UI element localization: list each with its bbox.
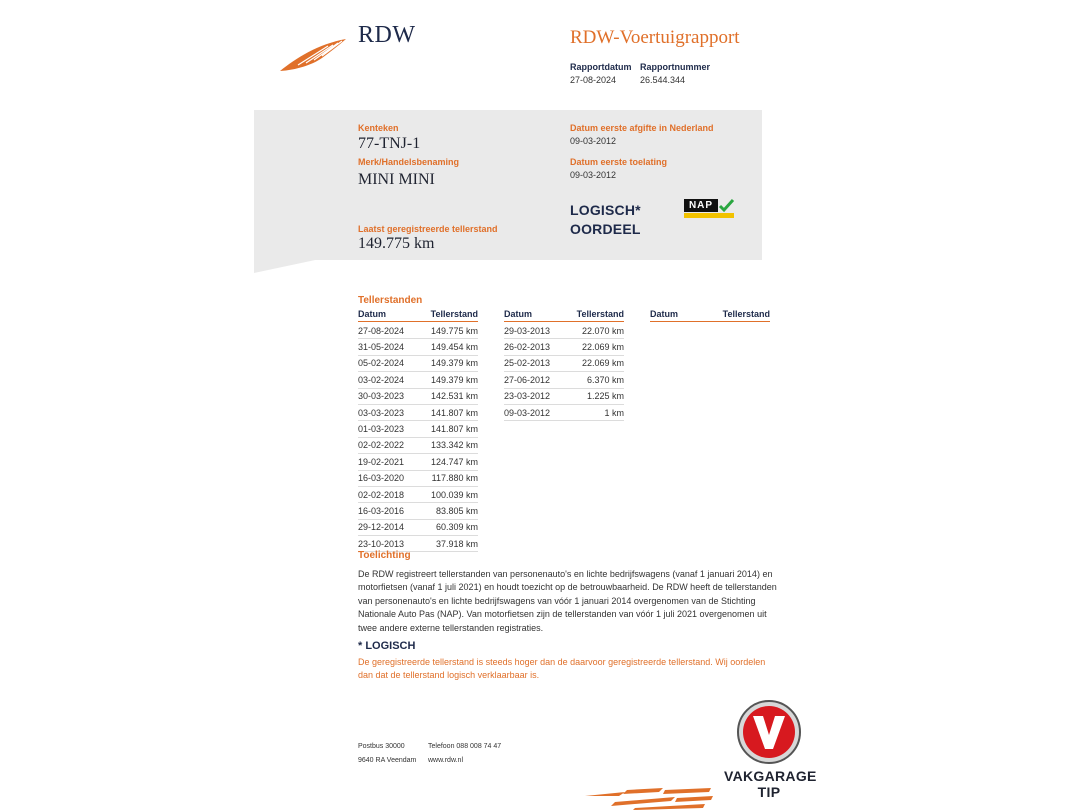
table-row xyxy=(504,323,624,339)
table-row xyxy=(358,356,478,372)
vakgarage-tip: TIP xyxy=(757,784,781,800)
col-date-header: Datum xyxy=(358,309,387,319)
table2-header xyxy=(504,309,624,322)
table-row xyxy=(358,339,478,355)
explanation-body: De RDW registreert tellerstanden van personenauto's en lichte bedrijfswagens (vanaf 1 januari 2014) en motorfietsen (vanaf 1 juli 2021) en houdt toezicht op de betrouwbaarheid. De RDW heeft de tellerstanden van personenauto's en lichte bedrijfswagens van vóór 1 januari 2014 overgenomen van de Stichting Nationale Auto Pas (NAP). Van motorfietsen zijn de tellerstanden van vóór 1 juli 2021 overgenomen uit twee andere externe tellerstanden registraties. xyxy=(358,569,777,633)
table-row xyxy=(358,372,478,388)
brand-name: RDW xyxy=(358,22,416,48)
explanation-title: Toelichting xyxy=(358,550,411,561)
row-reading: 149.775 km xyxy=(430,325,478,336)
row-reading: 149.379 km xyxy=(430,374,478,385)
row-reading: 124.747 km xyxy=(430,456,478,467)
row-reading: 149.379 km xyxy=(430,358,478,369)
table-row xyxy=(358,438,478,454)
odo-label: Laatst geregistreerde tellerstand xyxy=(358,224,498,234)
col-reading-header: Tellerstand xyxy=(430,309,478,319)
row-reading: 6.370 km xyxy=(586,374,624,385)
row-date: 16-03-2020 xyxy=(358,473,405,484)
row-date: 29-12-2014 xyxy=(358,522,405,533)
table3-header xyxy=(650,309,770,322)
footer-address xyxy=(358,740,416,768)
first-admit-label: Datum eerste toelating xyxy=(570,157,668,167)
row-date: 16-03-2016 xyxy=(358,505,405,516)
row-reading: 117.880 km xyxy=(431,473,478,484)
check-icon xyxy=(718,198,734,213)
row-reading: 142.531 km xyxy=(430,391,478,402)
footer-phone: Telefoon 088 008 74 47 xyxy=(428,743,502,750)
footer-stripes-decoration xyxy=(585,788,715,810)
report-number-label: Rapportnummer xyxy=(640,62,711,72)
first-nl-value: 09-03-2012 xyxy=(570,136,617,146)
odometer-title: Tellerstanden xyxy=(358,295,423,306)
row-date: 23-10-2013 xyxy=(358,538,405,549)
table-row xyxy=(504,356,624,372)
row-reading: 1 km xyxy=(604,407,624,418)
col-reading-header: Tellerstand xyxy=(576,309,624,319)
row-date: 26-02-2013 xyxy=(504,342,551,353)
make-label: Merk/Handelsbenaming xyxy=(358,157,460,167)
footer-city: 9640 RA Veendam xyxy=(358,757,417,764)
row-reading: 22.069 km xyxy=(581,342,624,353)
table-row xyxy=(358,487,478,503)
plate-value: 77-TNJ-1 xyxy=(358,135,421,152)
row-date: 31-05-2024 xyxy=(358,342,405,353)
report-title: RDW-Voertuigrapport xyxy=(570,27,740,48)
report-date-label: Rapportdatum xyxy=(570,62,632,72)
first-admit-value: 09-03-2012 xyxy=(570,170,617,180)
report-number-value: 26.544.344 xyxy=(640,75,686,85)
rdw-feather-logo xyxy=(278,36,350,74)
row-date: 27-08-2024 xyxy=(358,325,405,336)
col-reading-header: Tellerstand xyxy=(722,309,770,319)
odo-value: 149.775 km xyxy=(358,235,435,252)
verdict-line2: OORDEEL xyxy=(570,221,641,237)
table1-header xyxy=(358,309,478,322)
row-reading: 83.805 km xyxy=(435,505,478,516)
table-row xyxy=(358,389,478,405)
table-row xyxy=(358,405,478,421)
table1-rows xyxy=(358,323,478,552)
table-row xyxy=(504,405,624,421)
table-row xyxy=(504,389,624,405)
row-date: 02-02-2018 xyxy=(358,489,405,500)
logisch-title: * LOGISCH xyxy=(358,640,416,652)
row-reading: 149.454 km xyxy=(430,342,478,353)
table-row xyxy=(358,503,478,519)
row-date: 25-02-2013 xyxy=(504,358,551,369)
report-date-value: 27-08-2024 xyxy=(570,75,617,85)
panel-tab-shape xyxy=(254,259,320,273)
row-date: 19-02-2021 xyxy=(358,456,405,467)
footer-web[interactable]: www.rdw.nl xyxy=(428,757,464,764)
row-date: 23-03-2012 xyxy=(504,391,551,402)
col-date-header: Datum xyxy=(650,309,679,319)
table-row xyxy=(358,454,478,470)
row-reading: 22.069 km xyxy=(581,358,624,369)
first-nl-label: Datum eerste afgifte in Nederland xyxy=(570,123,714,133)
table-row xyxy=(358,421,478,437)
col-date-header: Datum xyxy=(504,309,533,319)
row-date: 27-06-2012 xyxy=(504,374,551,385)
row-date: 01-03-2023 xyxy=(358,424,405,435)
row-reading: 100.039 km xyxy=(430,489,478,500)
table-row xyxy=(504,339,624,355)
row-reading: 22.070 km xyxy=(581,325,624,336)
table2-rows xyxy=(504,323,624,421)
plate-label: Kenteken xyxy=(358,123,399,133)
nap-logo xyxy=(684,199,734,219)
vakgarage-v-icon xyxy=(736,699,802,765)
row-reading: 141.807 km xyxy=(430,424,478,435)
row-reading: 60.309 km xyxy=(435,522,478,533)
nap-logo-bar xyxy=(684,213,734,218)
row-date: 03-02-2024 xyxy=(358,374,405,385)
row-date: 05-02-2024 xyxy=(358,358,405,369)
verdict-line1: LOGISCH* xyxy=(570,202,641,218)
row-reading: 141.807 km xyxy=(430,407,478,418)
make-value: MINI MINI xyxy=(358,171,435,188)
row-date: 09-03-2012 xyxy=(504,407,551,418)
table-row xyxy=(358,323,478,339)
row-date: 02-02-2022 xyxy=(358,440,405,451)
table-row xyxy=(504,372,624,388)
nap-logo-text: NAP xyxy=(684,199,718,212)
footer-contact xyxy=(428,740,501,768)
row-reading: 37.918 km xyxy=(435,538,478,549)
row-reading: 1.225 km xyxy=(586,391,624,402)
row-date: 29-03-2013 xyxy=(504,325,551,336)
row-date: 30-03-2023 xyxy=(358,391,405,402)
table-row xyxy=(358,520,478,536)
row-reading: 133.342 km xyxy=(430,440,478,451)
row-date: 03-03-2023 xyxy=(358,407,405,418)
vakgarage-label: VAKGARAGE xyxy=(724,768,817,784)
footer-postbus: Postbus 30000 xyxy=(358,743,405,750)
logisch-body: De geregistreerde tellerstand is steeds hoger dan de daarvoor geregistreerde tellerstand. Wij oordelen dan dat de tellerstand logisch verklaarbaar is. xyxy=(358,657,766,681)
table-row xyxy=(358,471,478,487)
